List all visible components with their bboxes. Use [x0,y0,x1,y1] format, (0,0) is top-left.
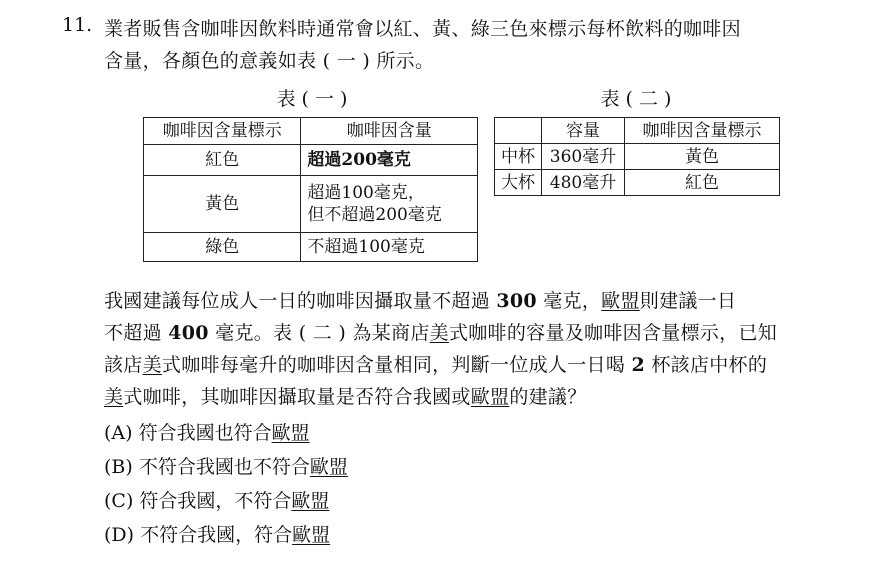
text-span: 式咖啡，其咖啡因攝取量是否符合我國或 [123,386,471,408]
cell-text: 超過100毫克， [307,183,425,203]
table-cell [301,145,478,176]
table-header: 咖啡因含量標示 [144,118,301,145]
table2-caption: 表 ( 二 ) [600,88,672,110]
table-cell: 黃色 [144,176,301,233]
option-text: (C) 符合我國，不符合 [104,490,292,512]
table-cell: 紅色 [625,170,780,196]
text-span: 式咖啡每毫升的咖啡因含量相同，判斷一位成人一日喝 [161,354,632,376]
text-span: 式咖啡的容量及咖啡因含量標示，已知 [448,322,778,344]
table-row [144,176,478,233]
underlined-term: 歐盟 [292,524,331,546]
option-b[interactable] [104,452,348,479]
paragraph-line [104,286,736,313]
table-header: 咖啡因含量 [301,118,478,145]
table1-caption: 表 ( 一 ) [276,88,348,110]
option-text: (A) 符合我國也符合 [104,422,272,444]
table-header: 咖啡因含量標示 [625,118,780,144]
underlined-term: 歐盟 [309,456,348,478]
option-text: (B) 不符合我國也不符合 [104,456,310,478]
underlined-term: 歐盟 [271,422,310,444]
number-2: 2 [631,354,645,376]
table-row [495,144,780,170]
underlined-term: 美 [429,322,449,344]
paragraph-line [104,350,767,377]
question-stem-line1: 業者販售含咖啡因飲料時通常會以紅、黃、綠三色來標示每杯飲料的咖啡因 [104,18,741,40]
underlined-term: 歐盟 [291,490,330,512]
caffeine-color-table [143,117,478,262]
text-span: 毫克， [536,290,602,312]
table-cell: 360毫升 [542,144,625,170]
underlined-term: 歐盟 [470,386,510,408]
table-cell [301,176,478,233]
underlined-term: 美 [142,354,162,376]
option-text: (D) 不符合我國，符合 [104,524,293,546]
option-c[interactable] [104,486,329,513]
number-300: 300 [496,290,537,312]
text-span: 該店 [104,354,143,376]
option-a[interactable] [104,418,310,445]
table-header: 容量 [542,118,625,144]
question-number: 11. [62,14,93,36]
table-cell: 黃色 [625,144,780,170]
table-row [495,118,780,144]
paragraph-line [104,318,777,345]
table-cell: 中杯 [495,144,542,170]
cup-size-table [494,117,780,196]
table-row [144,145,478,176]
underlined-term: 美 [104,386,124,408]
cell-text: 但不超過200毫克 [307,205,442,225]
table-cell: 紅色 [144,145,301,176]
table-header [495,118,542,144]
number-400: 400 [168,322,209,344]
table-row [144,233,478,262]
text-span: 杯該店中杯的 [645,354,768,376]
cell-text: 超過200毫克 [307,150,411,170]
table-cell: 480毫升 [542,170,625,196]
text-span: 不超過 [104,322,169,344]
option-d[interactable] [104,520,330,547]
table-row [144,118,478,145]
text-span: 毫克。表 ( 二 ) 為某商店 [208,322,430,344]
table-cell: 綠色 [144,233,301,262]
underlined-term: 歐盟 [601,290,640,312]
text-span: 則建議一日 [639,290,737,312]
question-stem-line2: 含量，各顏色的意義如表 ( 一 ) 所示。 [104,50,435,72]
text-span: 我國建議每位成人一日的咖啡因攝取量不超過 [104,290,497,312]
paragraph-line [104,382,587,409]
table-cell: 大杯 [495,170,542,196]
text-span: 的建議？ [509,386,587,408]
table-row [495,170,780,196]
table-cell: 不超過100毫克 [301,233,478,262]
